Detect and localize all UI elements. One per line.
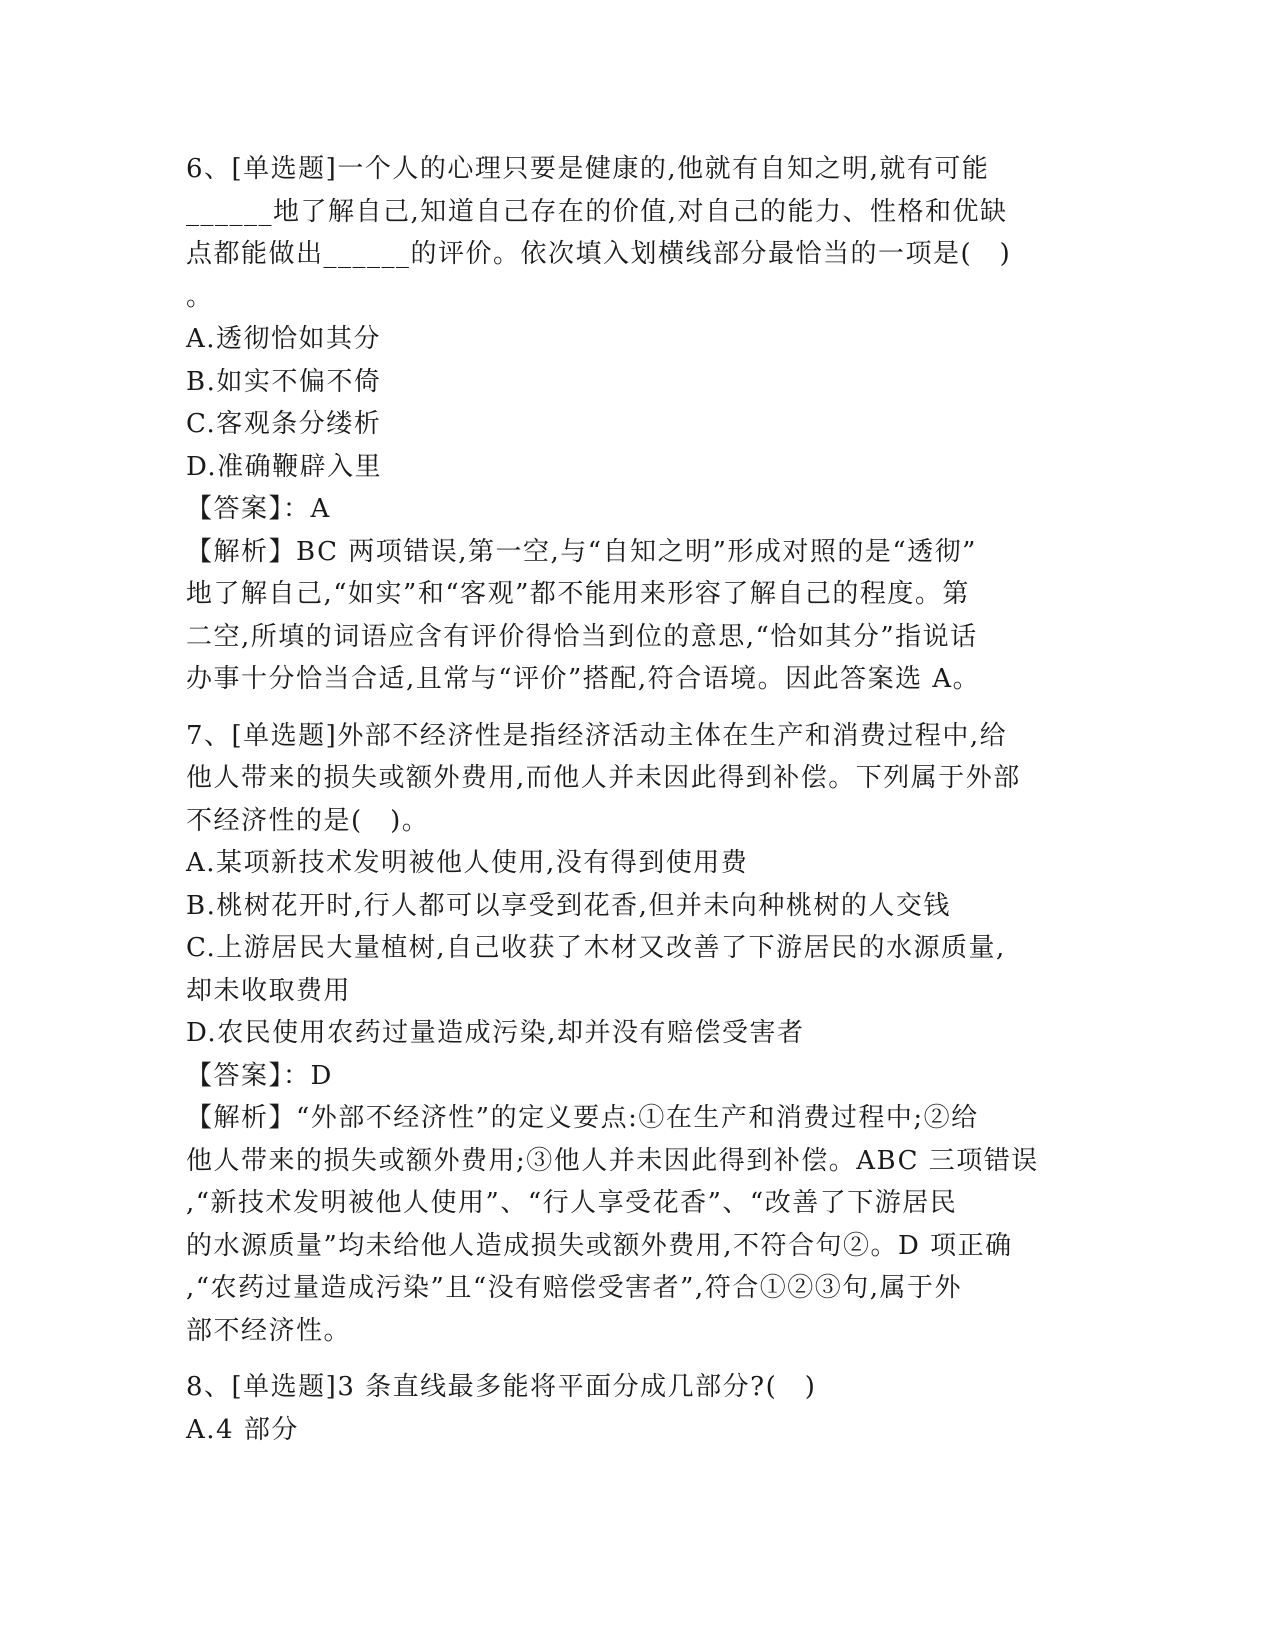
question-stem-line: 6、[单选题]一个人的心理只要是健康的,他就有自知之明,就有可能 xyxy=(186,154,990,184)
option-c-continued: 却未收取费用 xyxy=(186,975,352,1006)
question-gap xyxy=(186,701,1086,715)
analysis-line: ,“新技术发明被他人使用”、“行人享受花香”、“改善了下游居民 xyxy=(186,1188,958,1218)
option-d: D.农民使用农药过量造成污染,却并没有赔偿受害者 xyxy=(186,1018,805,1048)
answer: 【答案】：D xyxy=(186,1060,333,1091)
question-6 xyxy=(186,148,1086,701)
option-c: C.客观条分缕析 xyxy=(186,409,382,439)
analysis-line: 他人带来的损失或额外费用;③他人并未因此得到补偿。ABC 三项错误 xyxy=(186,1145,1039,1176)
option-a: A.某项新技术发明被他人使用,没有得到使用费 xyxy=(186,848,749,878)
question-stem-line: 8、[单选题]3 条直线最多能将平面分成几部分?( ) xyxy=(186,1372,817,1402)
question-stem-line: ______地了解自己,知道自己存在的价值,对自己的能力、性格和优缺 xyxy=(186,196,1008,227)
option-d: D.准确鞭辟入里 xyxy=(186,451,383,482)
analysis-line: ,“农药过量造成污染”且“没有赔偿受害者”,符合①②③句,属于外 xyxy=(186,1273,962,1303)
analysis-line: 二空,所填的词语应含有评价得恰当到位的意思,“恰如其分”指说话 xyxy=(186,621,978,652)
option-c: C.上游居民大量植树,自己收获了木材又改善了下游居民的水源质量, xyxy=(186,933,1006,963)
question-stem-line: 点都能做出______的评价。依次填入划横线部分最恰当的一项是( ) xyxy=(186,239,1012,269)
analysis-line: 办事十分恰当合适,且常与“评价”搭配,符合语境。因此答案选 A。 xyxy=(186,664,981,694)
question-stem-line: 不经济性的是( )。 xyxy=(186,805,430,836)
answer: 【答案】：A xyxy=(186,494,331,524)
option-b: B.桃树花开时,行人都可以享受到花香,但并未向种桃树的人交钱 xyxy=(186,890,951,921)
option-a: A.4 部分 xyxy=(186,1414,299,1445)
analysis-line: 【解析】“外部不经济性”的定义要点:①在生产和消费过程中;②给 xyxy=(186,1103,979,1133)
option-a: A.透彻恰如其分 xyxy=(186,324,382,354)
question-stem-line: 他人带来的损失或额外费用,而他人并未因此得到补偿。下列属于外部 xyxy=(186,763,1021,793)
analysis-line: 地了解自己,“如实”和“客观”都不能用来形容了解自己的程度。第 xyxy=(186,579,970,609)
question-7 xyxy=(186,715,1086,1353)
question-gap xyxy=(186,1352,1086,1366)
analysis-line: 部不经济性。 xyxy=(186,1315,352,1346)
question-stem-line: 7、[单选题]外部不经济性是指经济活动主体在生产和消费过程中,给 xyxy=(186,720,1008,751)
question-8 xyxy=(186,1366,1086,1451)
analysis-line: 【解析】BC 两项错误,第一空,与“自知之明”形成对照的是“透彻” xyxy=(186,536,977,567)
document-page xyxy=(186,148,1086,1451)
analysis-line: 的水源质量”均未给他人造成损失或额外费用,不符合句②。D 项正确 xyxy=(186,1230,1013,1261)
question-stem-line: 。 xyxy=(186,281,214,312)
option-b: B.如实不偏不倚 xyxy=(186,366,382,397)
